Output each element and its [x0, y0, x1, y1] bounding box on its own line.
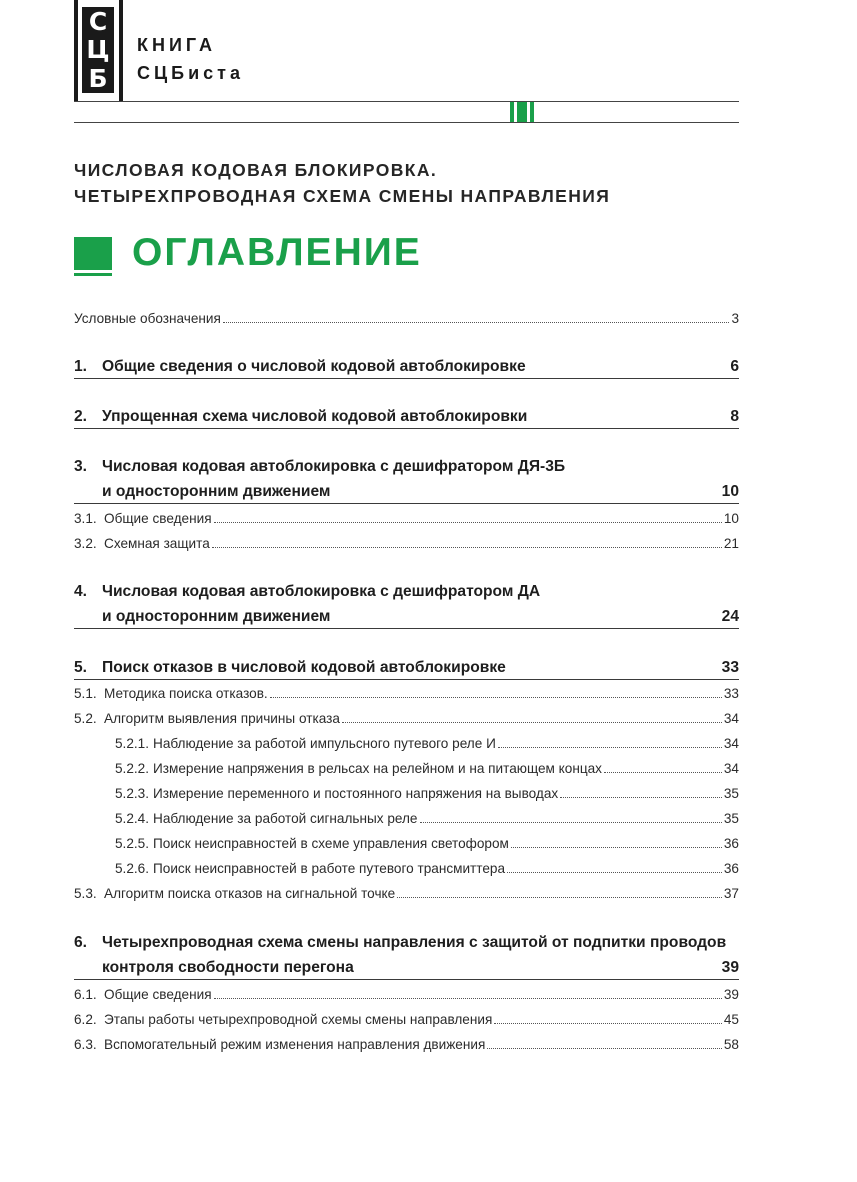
title-line-2: ЧЕТЫРЕХПРОВОДНАЯ СХЕМА СМЕНЫ НАПРАВЛЕНИЯ	[74, 186, 611, 206]
dot-leader	[214, 997, 722, 999]
toc-entry-number: 6.3.	[74, 1037, 97, 1052]
toc-chapter-label: Поиск отказов в числовой кодовой автоблокировке	[102, 659, 506, 676]
toc-entry-5-2-6[interactable]	[115, 860, 739, 877]
toc-page-number: 34	[723, 761, 739, 776]
dot-leader	[511, 846, 722, 848]
dot-leader	[498, 746, 722, 748]
toc-entry-number: 5.2.3.	[115, 786, 150, 801]
document-title	[74, 157, 610, 209]
toc-chapter-5[interactable]	[74, 657, 739, 680]
toc-entry-number: 5.2.2.	[115, 761, 150, 776]
logo-letter: Ц	[86, 35, 110, 65]
toc-entry-6-3[interactable]	[74, 1036, 739, 1053]
toc-page-number: 35	[723, 786, 739, 801]
title-line-1: ЧИСЛОВАЯ КОДОВАЯ БЛОКИРОВКА.	[74, 160, 438, 180]
toc-entry-label: Схемная защита	[104, 536, 210, 551]
logo-right-bar	[119, 0, 123, 101]
section-square-icon	[74, 237, 112, 270]
dot-leader	[420, 821, 722, 823]
toc-entry-5-2-4[interactable]	[115, 810, 739, 827]
header-rule-top	[74, 101, 739, 102]
toc-entry-6-1[interactable]	[74, 986, 739, 1003]
toc-entry-label: Алгоритм поиска отказов на сигнальной точке	[104, 886, 396, 901]
dot-leader	[212, 546, 722, 548]
toc-page-number: 35	[723, 811, 739, 826]
toc-page-number: 10	[723, 511, 739, 526]
toc-page-number: 34	[723, 711, 739, 726]
toc-chapter-number: 2.	[74, 408, 88, 425]
toc-entry-number: 3.2.	[74, 536, 97, 551]
toc-entry-5-3[interactable]	[74, 885, 739, 902]
toc-entry-label: Измерение напряжения в рельсах на релейном и на питающем концах	[153, 761, 602, 776]
toc-chapter-1[interactable]	[74, 356, 739, 379]
toc-entry-number: 6.2.	[74, 1012, 97, 1027]
toc-chapter-label: Общие сведения о числовой кодовой автоблокировке	[102, 358, 526, 375]
toc-entry-number: 5.2.1.	[115, 736, 150, 751]
toc-page-number: 21	[723, 536, 739, 551]
toc-entry-number: 3.1.	[74, 511, 97, 526]
toc-page-number: 10	[721, 483, 739, 500]
toc-entry-number: 5.3.	[74, 886, 97, 901]
section-square-underline	[74, 273, 112, 276]
toc-page-number: 3	[731, 311, 739, 326]
toc-page-number: 34	[723, 736, 739, 751]
toc-entry-label: Условные обозначения	[74, 311, 221, 326]
toc-entry-number: 5.2.6.	[115, 861, 150, 876]
toc-entry-number: 5.2.4.	[115, 811, 150, 826]
header-rule-bottom	[74, 122, 739, 123]
dot-leader	[342, 721, 722, 723]
toc-entry-number: 6.1.	[74, 987, 97, 1002]
toc-chapter-3-continued[interactable]	[74, 481, 739, 504]
toc-chapter-number: 3.	[74, 458, 88, 475]
toc-entry-label: Этапы работы четырехпроводной схемы смены направления	[104, 1012, 493, 1027]
toc-chapter-4-continued[interactable]	[74, 606, 739, 629]
dot-leader	[487, 1047, 722, 1049]
toc-entry-label: Методика поиска отказов.	[104, 686, 268, 701]
dot-leader	[494, 1022, 722, 1024]
toc-entry-3-1[interactable]	[74, 510, 739, 527]
toc-chapter-label: и односторонним движением	[102, 483, 331, 500]
toc-entry-label: Общие сведения	[104, 511, 212, 526]
toc-entry-label: Общие сведения	[104, 987, 212, 1002]
toc-chapter-3[interactable]	[74, 456, 739, 478]
toc-entry-3-2[interactable]	[74, 535, 739, 552]
toc-entry-5-1[interactable]	[74, 685, 739, 702]
toc-entry-label: Измерение переменного и постоянного напряжения на выводах	[153, 786, 559, 801]
dot-leader	[397, 896, 722, 898]
toc-page-number: 39	[723, 987, 739, 1002]
dot-leader	[560, 796, 722, 798]
green-marker	[510, 102, 514, 122]
toc-page-number: 33	[721, 659, 739, 676]
toc-chapter-number: 5.	[74, 659, 88, 676]
toc-page-number: 8	[730, 408, 739, 425]
toc-chapter-label: и односторонним движением	[102, 608, 331, 625]
toc-entry-number: 5.2.	[74, 711, 97, 726]
toc-page-number: 39	[721, 959, 739, 976]
toc-page-number: 36	[723, 861, 739, 876]
toc-page-number: 58	[723, 1037, 739, 1052]
toc-entry-label: Поиск неисправностей в работе путевого трансмиттера	[153, 861, 506, 876]
toc-entry-label: Алгоритм выявления причины отказа	[104, 711, 340, 726]
toc-chapter-label: Упрощенная схема числовой кодовой автоблокировки	[102, 408, 528, 425]
brand-line-2: СЦБиста	[137, 63, 244, 83]
green-marker	[517, 102, 527, 122]
toc-chapter-6[interactable]	[74, 932, 739, 954]
toc-chapter-2[interactable]	[74, 406, 739, 429]
toc-entry-legend[interactable]	[74, 310, 739, 327]
toc-chapter-label: Числовая кодовая автоблокировка с дешифратором ДЯ-3Б	[102, 458, 566, 475]
toc-chapter-6-continued[interactable]	[74, 957, 739, 980]
scb-logo	[82, 7, 114, 93]
toc-chapter-label: Четырехпроводная схема смены направления с защитой от подпитки проводов	[102, 934, 727, 951]
logo-left-bar	[74, 0, 78, 101]
toc-page-number: 36	[723, 836, 739, 851]
toc-entry-5-2-3[interactable]	[115, 785, 739, 802]
toc-entry-number: 5.2.5.	[115, 836, 150, 851]
logo-letter: Б	[88, 64, 108, 94]
toc-entry-5-2-2[interactable]	[115, 760, 739, 777]
logo-letter: С	[88, 6, 108, 36]
toc-entry-label: Наблюдение за работой сигнальных реле	[153, 811, 418, 826]
dot-leader	[270, 696, 722, 698]
toc-entry-label: Поиск неисправностей в схеме управления светофором	[153, 836, 509, 851]
toc-entry-5-2[interactable]	[74, 710, 739, 727]
toc-chapter-4[interactable]	[74, 581, 739, 603]
toc-entry-number: 5.1.	[74, 686, 97, 701]
dot-leader	[223, 321, 730, 323]
toc-entry-6-2[interactable]	[74, 1011, 739, 1028]
toc-chapter-number: 6.	[74, 934, 88, 951]
toc-chapter-number: 4.	[74, 583, 88, 600]
toc-entry-5-2-5[interactable]	[115, 835, 739, 852]
dot-leader	[507, 871, 722, 873]
toc-page-number: 33	[723, 686, 739, 701]
dot-leader	[604, 771, 722, 773]
brand-line-1: КНИГА	[137, 35, 216, 55]
toc-entry-5-2-1[interactable]	[115, 735, 739, 752]
toc-entry-label: Вспомогательный режим изменения направления движения	[104, 1037, 486, 1052]
toc-page-number: 6	[730, 358, 739, 375]
toc-chapter-number: 1.	[74, 358, 88, 375]
dot-leader	[214, 521, 722, 523]
toc-chapter-label: Числовая кодовая автоблокировка с дешифратором ДА	[102, 583, 541, 600]
toc-entry-label: Наблюдение за работой импульсного путевого реле И	[153, 736, 496, 751]
toc-chapter-label: контроля свободности перегона	[102, 959, 354, 976]
toc-page-number: 37	[723, 886, 739, 901]
green-marker	[530, 102, 534, 122]
toc-page-number: 45	[723, 1012, 739, 1027]
toc-page-number: 24	[721, 608, 739, 625]
toc-heading: ОГЛАВЛЕНИЕ	[132, 231, 422, 274]
